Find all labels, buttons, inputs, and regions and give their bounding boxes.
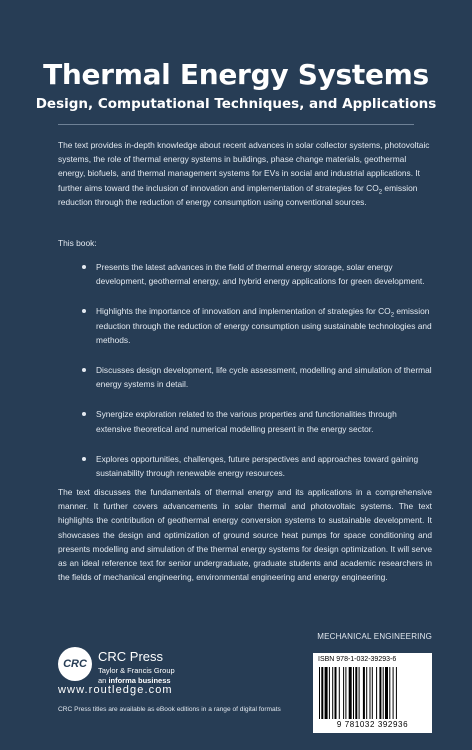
- bullet-text-cont: emission reduction through the reduction of energy consumption using sustainable technologies and methods.: [96, 306, 432, 345]
- bullet-icon: [82, 412, 86, 416]
- outro-paragraph: The text discusses the fundamentals of thermal energy and its applications in a comprehensive manner. It further covers advancements in solar thermal and photovoltaic systems. The text highlights the contribution of geothermal energy conversion systems to sustainable development. It showcases the design and optimization of ground source heat pumps for space conditioning and presents modelling and simulation of the thermal energy systems for design optimization. It will serve as an ideal reference text for senior undergraduate, graduate students and academic researchers in the fields of mechanical engineering, environmental engineering and energy engineering.: [58, 487, 432, 583]
- list-item: [82, 452, 432, 480]
- bullet-icon: [82, 368, 86, 372]
- informa-name: informa business: [108, 676, 171, 685]
- title-divider: [58, 124, 414, 125]
- informa-prefix: an: [98, 676, 109, 685]
- list-item: [82, 260, 432, 288]
- bullet-text: Discusses design development, life cycle assessment, modelling and simulation of thermal energy systems in detail.: [96, 365, 432, 390]
- intro-text-2: emission reduction through the reduction of energy consumption using conventional sources.: [58, 182, 418, 207]
- bullet-icon: [82, 457, 86, 461]
- ebook-footnote: CRC Press titles are available as eBook editions in a range of digital formats: [58, 706, 281, 713]
- isbn-label: ISBN 978-1-032-39293-6: [318, 656, 397, 663]
- intro-subscript: 2: [378, 189, 383, 196]
- crc-logo-icon: CRC: [58, 647, 92, 681]
- bullet-text: Presents the latest advances in the field of thermal energy storage, solar energy development, geothermal energy, and hybrid energy applications for green development.: [96, 262, 425, 287]
- bullet-text: Synergize exploration related to the various properties and functionalities through extensive theoretical and numerical modelling present in the energy sector.: [96, 409, 397, 434]
- intro-text-1: The text provides in-depth knowledge about recent advances in solar collector systems, photovoltaic systems, the role of thermal energy systems in buildings, phase change materials, geothermal energy, biofuels, and thermal management systems for EVs in social and industrial applications. It further aims toward the inclusion of innovation and implementation of strategies for CO: [58, 140, 430, 193]
- barcode-bars: [319, 667, 427, 719]
- publisher-url[interactable]: www.routledge.com: [58, 684, 173, 696]
- book-subtitle: Design, Computational Techniques, and Applications: [35, 96, 437, 112]
- bullet-text: Explores opportunities, challenges, future perspectives and approaches toward gaining sustainability through renewable energy resources.: [96, 453, 419, 479]
- publisher-name: CRC Press: [98, 649, 164, 664]
- bullet-icon: [82, 265, 86, 269]
- intro-paragraph: [58, 138, 432, 209]
- bullet-text: Highlights the importance of innovation and implementation of strategies for CO: [96, 306, 391, 317]
- list-item: [82, 407, 432, 435]
- bullet-subscript: 2: [390, 313, 395, 320]
- feature-list: [82, 260, 432, 494]
- bullet-icon: [82, 309, 86, 313]
- isbn-barcode: [313, 653, 432, 733]
- isbn-digits: 9 781032 392936: [336, 720, 409, 729]
- book-title: Thermal Energy Systems: [43, 58, 429, 91]
- list-item: [82, 363, 432, 391]
- this-book-label: This book:: [58, 238, 97, 248]
- subject-category: MECHANICAL ENGINEERING: [317, 632, 432, 641]
- list-item: [82, 304, 432, 347]
- publisher-group: Taylor & Francis Group: [98, 666, 175, 675]
